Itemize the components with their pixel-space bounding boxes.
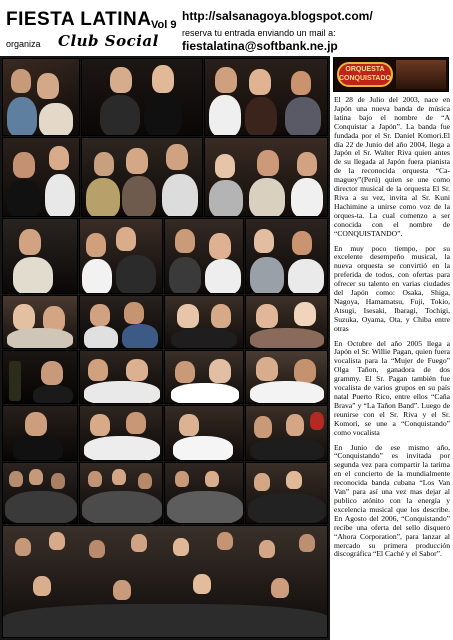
band-photo xyxy=(396,60,446,89)
party-photo xyxy=(245,218,328,294)
party-photo xyxy=(2,58,80,136)
volume-label: Vol 9 xyxy=(151,19,177,31)
party-photo xyxy=(164,350,244,404)
party-photo xyxy=(164,295,244,349)
party-photo xyxy=(2,218,78,294)
party-photo xyxy=(81,137,203,217)
party-photo xyxy=(79,350,163,404)
party-photo xyxy=(79,295,163,349)
article-text xyxy=(334,96,450,565)
party-photo xyxy=(245,350,328,404)
party-photo xyxy=(245,462,328,524)
conquistando-logo xyxy=(333,57,449,92)
article-paragraph-3: En Octubre del año 2005 llega a Japón el Sr. Willie Pagan, quien fuera vocalista para la “Mujer de Fuego” Olga Tañon, ganadora de dos grammy. El Sr. Pagan también fue vocalista de varios grupos en su país natal Puerto Rico, entre ellos “Caña Brava” y “La Tañon Band”. Luego de reunirse con el Sr. Riva y el Sr. Komori, se une a “Conquistando” como vocalista xyxy=(334,338,450,437)
email-link[interactable]: fiestalatina@softbank.ne.jp xyxy=(182,39,338,53)
party-photo xyxy=(2,405,78,461)
party-photo xyxy=(79,405,163,461)
party-photo xyxy=(204,137,328,217)
event-title: FIESTA LATINA xyxy=(6,9,152,30)
party-photo xyxy=(79,218,163,294)
party-photo xyxy=(2,350,78,404)
blog-link[interactable]: http://salsanagoya.blogspot.com/ xyxy=(182,9,373,23)
party-photo xyxy=(2,137,80,217)
logo-text-line2: CONQUISTADO xyxy=(339,75,391,82)
party-photo xyxy=(81,58,203,136)
logo-text xyxy=(339,65,391,83)
organiza-label: organiza xyxy=(6,39,41,49)
header xyxy=(0,0,453,54)
article-paragraph-1: El 28 de Julio del 2003, nace en Japón una nueva banda de música latina bajo el nombre de “A Conquistar a Japón”. La banda fue fundada por el Sr. Daniel Komori.El día 22 de Junio del año 2004, llega a Japón el Sr. Walter Riva quien antes de su llegada al Japón fuera pianista de la reconocida orquesta “Ca-maguey”(Perú) quien se une como director musical de la orquesta El Sr. Riva a su vez, invita al Sr. Kuni Hachimine a unirse como voz de la orques-ta. La cual comenzo a ser conocida con el nombre de “CONQUISTANDO”. xyxy=(334,95,450,238)
party-photo xyxy=(164,462,244,524)
party-photo xyxy=(245,405,328,461)
club-social-logo: Club Social xyxy=(58,32,159,50)
party-photo xyxy=(2,525,328,638)
article-paragraph-4: En Junio de ese mismo año, “Conquistando” es invitada por segunda vez para compartir la tarima en el concierto de la mundialmente reconocida banda cubana “Los Van Van” para así una vez mas dejar al publico atónito con la energía y excelencia musical que los describe. En Agosto del 2006, “Conquistando” recibe una oferta del sello disquero “Ahora Corporation”, para lanzar al mercado su primera producción discográfica “El Caché y el Sabor”. xyxy=(334,442,450,559)
party-photo xyxy=(2,462,78,524)
logo-text-line1: ORQUESTA xyxy=(345,66,385,73)
party-photo xyxy=(204,58,328,136)
party-photo xyxy=(164,218,244,294)
party-photo xyxy=(2,295,78,349)
article-paragraph-2: En muy poco tiempo, por su excelente desempeño musical, la nueva orquesta se convirtió en la preferida de todos, con ofertas para ofrecer su talento en varias ciudades del Japón como: Osaka, Shiga, Nagoya, Hamamatsu, Fuji, Tokio, Atsugi, Isesaki, Ibaragi, Tochigi, Suzuka, Oyama, Ota, y Chiba entre otras xyxy=(334,243,450,333)
photo-collage xyxy=(0,56,330,640)
party-photo xyxy=(245,295,328,349)
reserve-text: reserva tu entrada enviando un mail a: xyxy=(182,28,336,38)
party-photo xyxy=(164,405,244,461)
party-photo xyxy=(79,462,163,524)
